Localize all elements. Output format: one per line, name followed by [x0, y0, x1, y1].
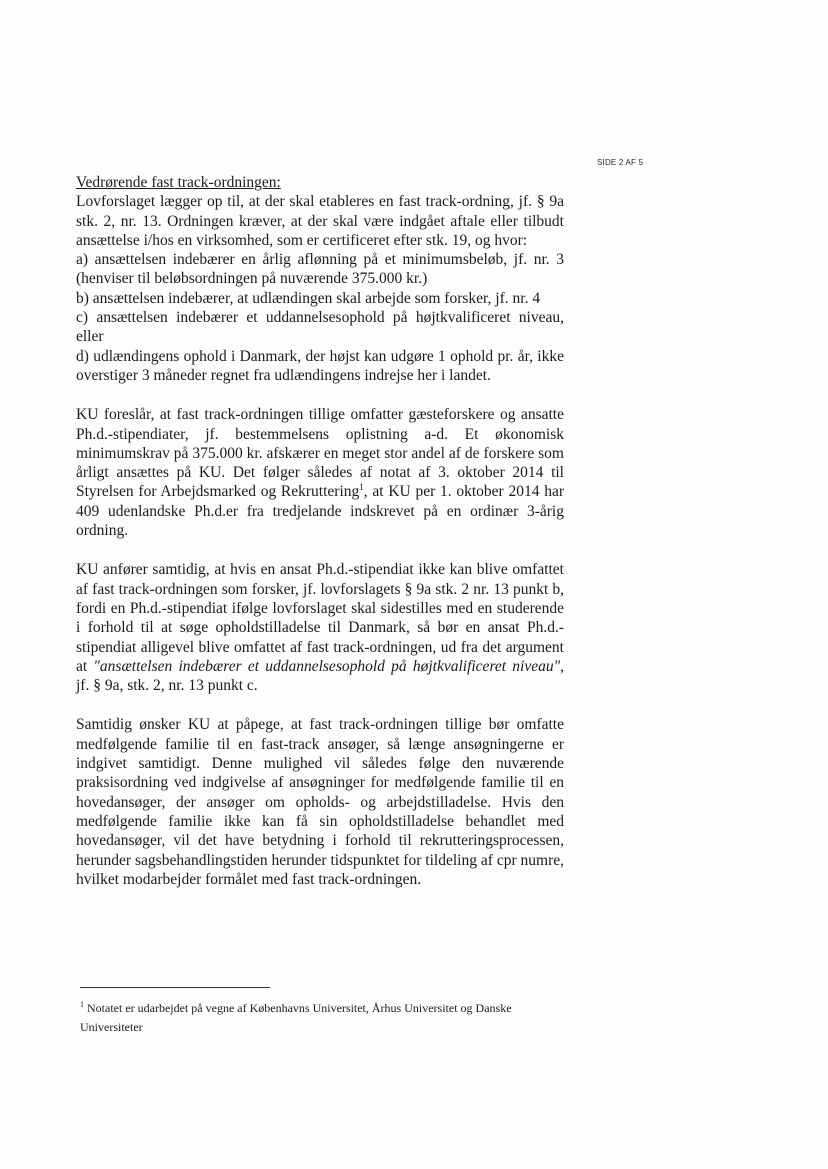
condition-b: b) ansættelsen indebærer, at udlændingen skal arbejde som forsker, jf. nr. 4: [76, 289, 541, 307]
footnote-text: Notatet er udarbejdet på vegne af Københavns Universitet, Århus Universitet og Danske Universiteter: [80, 1001, 512, 1034]
condition-c: c) ansættelsen indebærer et uddannelsesophold på højtkvalificeret niveau, eller: [76, 309, 564, 346]
paragraph-family: Samtidig ønsker KU at påpege, at fast track-ordningen tillige bør omfatte medfølgende familie til en fast-track ansøger, så længe ansøgningerne er indgivet samtidigt. Denne mulighed vil således følge den nuværende praksisordning ved indgivelse af ansøgninger for medfølgende familie til en hovedansøger, der ansøger om opholds- og arbejdstilladelse. Hvis den medfølgende familie ikke kan få sin opholdstilladelse behandlet med hovedansøger, vil det have betydning i forhold til rekrutteringsprocessen, herunder sagsbehandlingstiden herunder tidspunktet for tildeling af cpr numre, hvilket modarbejder formålet med fast track-ordningen.: [76, 716, 564, 888]
paragraph-gap: [76, 385, 564, 405]
footnote-marker: 1: [80, 1000, 84, 1009]
condition-d: d) udlændingens ophold i Danmark, der højst kan udgøre 1 ophold pr. år, ikke overstiger 3 måneder regnet fra udlændingens indrejse her i landet.: [76, 347, 564, 384]
footnote: [80, 999, 570, 1037]
quoted-provision: "ansættelsen indebærer et uddannelsesophold på højtkvalificeret niveau": [93, 657, 561, 675]
section-heading: Vedrørende fast track-ordningen:: [76, 174, 281, 191]
paragraph-gap: [76, 695, 564, 715]
paragraph-phd-argument-rest: , jf. § 9a, stk. 2, nr. 13 punkt c.: [76, 657, 564, 695]
page-number: SIDE 2 AF 5: [597, 158, 644, 167]
condition-a: a) ansættelsen indebærer en årlig aflønning på et minimumsbeløb, jf. nr. 3 (henviser til beløbsordningen på nuværende 375.000 kr.): [76, 251, 564, 288]
document-body: [76, 173, 564, 889]
intro-paragraph: Lovforslaget lægger op til, at der skal etableres en fast track-ordning, jf. § 9a stk. 2, nr. 13. Ordningen kræver, at der skal være indgået aftale eller tilbudt ansættelse i/hos en virksomhed, som er certificeret efter stk. 19, og hvor:: [76, 193, 564, 249]
paragraph-gap: [76, 540, 564, 560]
paragraph-ku-proposal-text: KU foreslår, at fast track-ordningen tillige omfatter gæsteforskere og ansatte Ph.d.-stipendiater, jf. bestemmelsens oplistning a-d. Et økonomisk minimumskrav på 375.000 kr. afskærer en meget stor andel af de forskere som årligt ansættes på KU. Det følger således af notat af 3. oktober 2014 til Styrelsen for Arbejdsmarked og Rekruttering: [76, 406, 564, 501]
paragraph-phd-argument-text: KU anfører samtidig, at hvis en ansat Ph.d.-stipendiat ikke kan blive omfattet af fast track-ordningen som forsker, jf. lovforslagets § 9a stk. 2 nr. 13 punkt b, fordi en Ph.d.-stipendiat ifølge lovforslaget skal sidestilles med en studerende i forhold til at søge opholdstilladelse til Danmark, så bør en ansat Ph.d.-stipendiat alligevel blive omfattet af fast track-ordningen, ud fra det argument at: [76, 561, 564, 675]
footnote-divider: [80, 987, 270, 988]
paragraph-phd-argument: [76, 560, 564, 695]
paragraph-ku-proposal-rest: , at KU per 1. oktober 2014 har 409 udenlandske Ph.d.er fra tredjelande indskrevet på en ordinær 3-årig ordning.: [76, 483, 564, 540]
footnote-reference: 1: [359, 482, 364, 493]
paragraph-ku-proposal: [76, 405, 564, 540]
